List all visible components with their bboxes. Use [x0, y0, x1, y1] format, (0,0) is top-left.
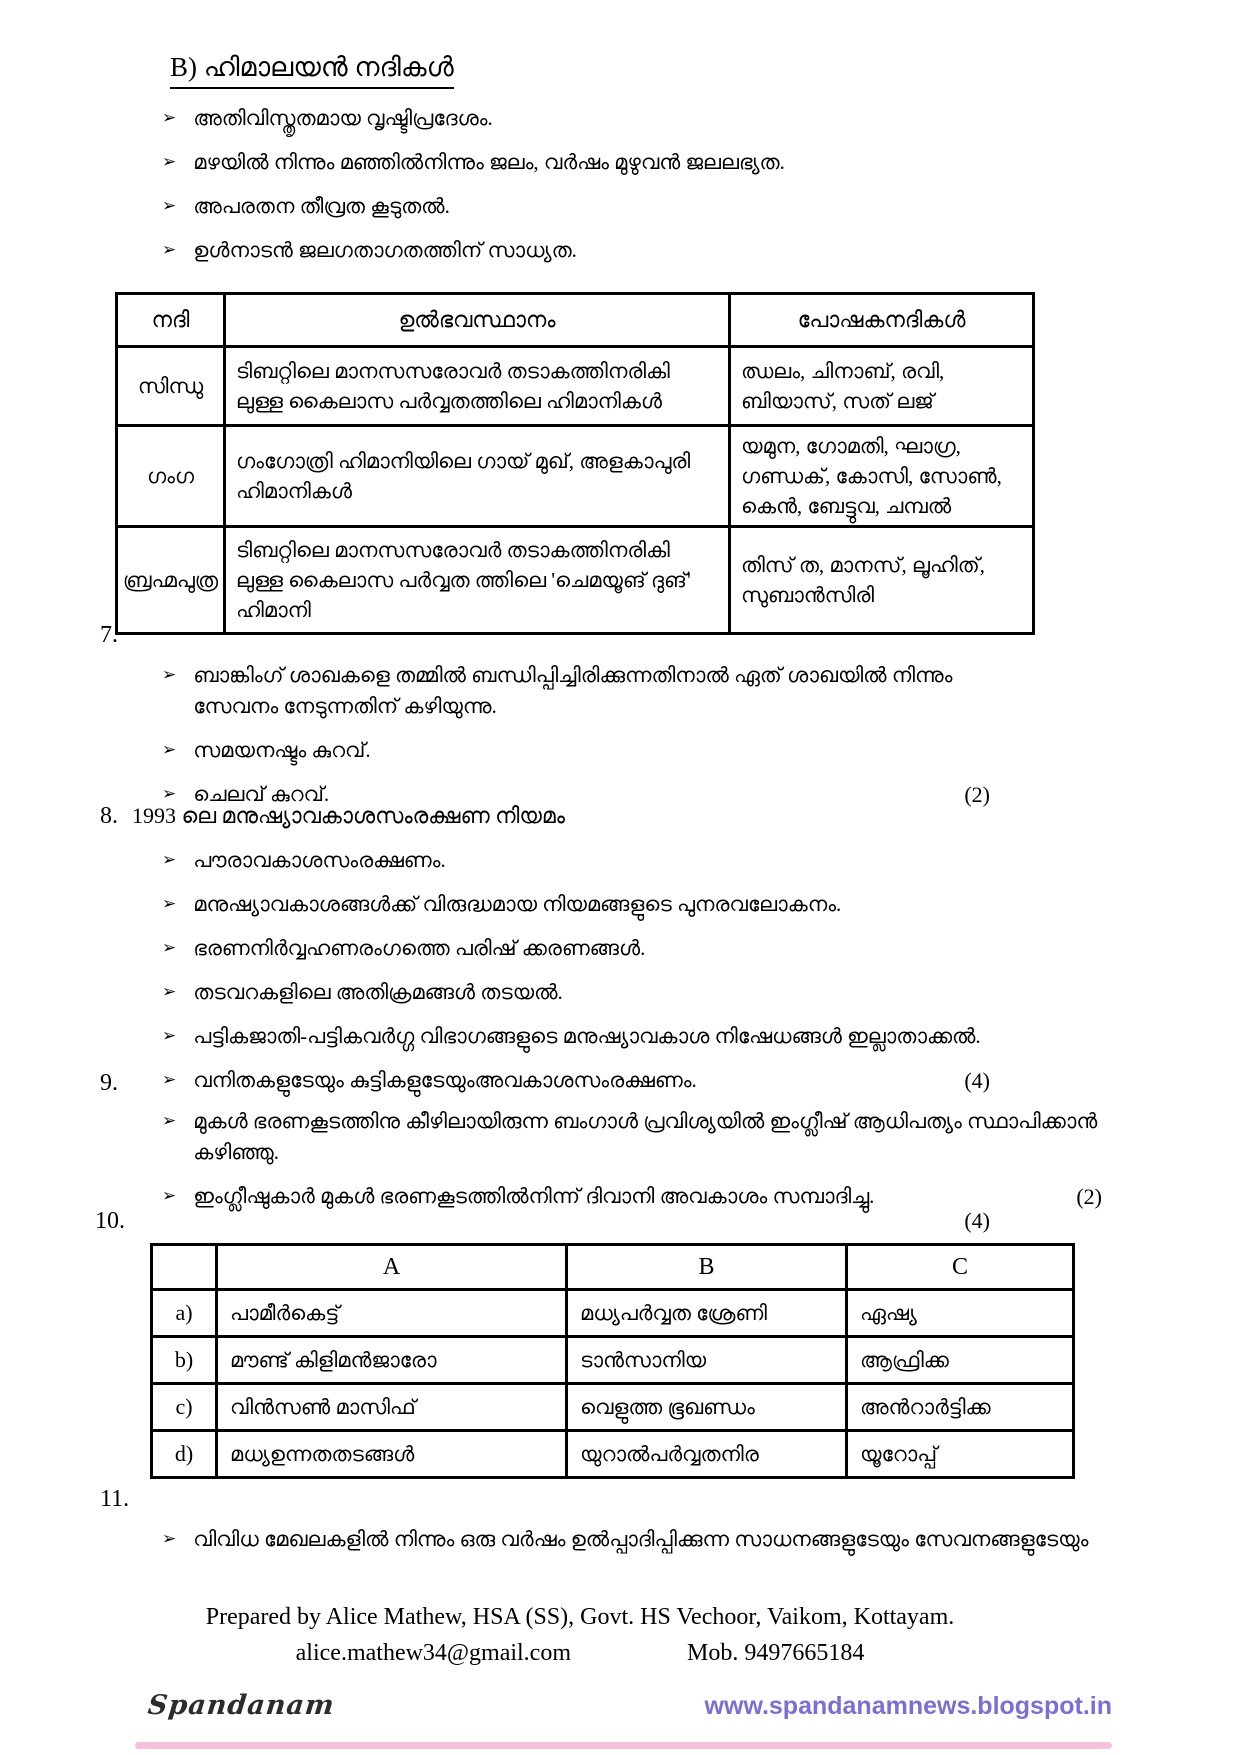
list-item — [162, 147, 1062, 178]
list-item — [162, 933, 990, 964]
bullet-text: പൗരാവകാശസംരക്ഷണം. — [193, 848, 446, 872]
table-cell: യൂറോപ്പ് — [847, 1431, 1074, 1478]
arrow-bullet-icon: ➢ — [162, 1070, 177, 1090]
table-header-cell: പോഷകനദികൾ — [730, 294, 1034, 347]
question-number: 9. — [100, 1070, 118, 1096]
list-item — [162, 1524, 1112, 1555]
match-table — [150, 1243, 1075, 1479]
bullet-text: ഭരണനിർവ്വഹണരംഗത്തെ പരിഷ് ക്കരണങ്ങൾ. — [193, 936, 646, 960]
arrow-bullet-icon: ➢ — [162, 784, 177, 804]
table-cell: ഗംഗോത്രി ഹിമാനിയിലെ ഗായ് മുഖ്, അളകാപുരി ഹിമാനികൾ — [225, 426, 730, 527]
bullet-text: ബാങ്കിംഗ് ശാഖകളെ തമ്മിൽ ബന്ധിപ്പിച്ചിരിക്കുന്നതിനാൽ ഏത് ശാഖയിൽ നിന്നും സേവനം നേടുന്നതിന് കഴിയുന്നു. — [193, 663, 953, 718]
arrow-bullet-icon: ➢ — [162, 938, 177, 958]
footer-mobile: Mob. 9497665184 — [687, 1640, 865, 1666]
footer-email: alice.mathew34@gmail.com — [295, 1640, 571, 1666]
arrow-bullet-icon: ➢ — [162, 1186, 177, 1206]
watermark-logo: Spandanam — [146, 1690, 337, 1721]
list-item — [162, 103, 1062, 134]
list-item — [162, 1021, 990, 1052]
table-row — [117, 347, 1034, 426]
q8-bullet-list — [162, 845, 990, 1109]
arrow-bullet-icon: ➢ — [162, 740, 177, 760]
question-number: 8. — [100, 803, 118, 829]
footer-prepared-by: Prepared by Alice Mathew, HSA (SS), Govt. HS Vechoor, Vaikom, Kottayam. — [205, 1604, 955, 1630]
list-item — [162, 845, 990, 876]
rivers-table — [115, 292, 1035, 635]
arrow-bullet-icon: ➢ — [162, 108, 177, 128]
arrow-bullet-icon: ➢ — [162, 240, 177, 260]
table-row — [152, 1337, 1074, 1384]
table-header-cell: A — [217, 1245, 567, 1290]
list-item — [162, 191, 1062, 222]
table-cell: ടാൻസാനിയ — [567, 1337, 847, 1384]
table-cell: വിൻസൺ മാസിഫ് — [217, 1384, 567, 1431]
bullet-text: മനുഷ്യാവകാശങ്ങൾക്ക് വിരുദ്ധമായ നിയമങ്ങളുടെ പുനരവലോകനം. — [193, 892, 842, 916]
q11-bullet-list — [162, 1524, 1112, 1568]
list-item — [162, 1106, 1102, 1168]
list-item — [162, 235, 1062, 266]
table-cell: ഗംഗ — [117, 426, 225, 527]
bullet-text: ഉൾനാടൻ ജലഗതാഗതത്തിന് സാധ്യത. — [193, 238, 577, 262]
table-cell: മധ്യപർവ്വത ശ്രേണി — [567, 1290, 847, 1337]
bullet-text: മഴയിൽ നിന്നും മഞ്ഞിൽനിന്നും ജലം, വർഷം മുഴുവൻ ജലലഭ്യത. — [193, 150, 785, 174]
table-cell: ആഫ്രിക്ക — [847, 1337, 1074, 1384]
table-header-cell: C — [847, 1245, 1074, 1290]
arrow-bullet-icon: ➢ — [162, 152, 177, 172]
table-header-cell: ഉൽഭവസ്ഥാനം — [225, 294, 730, 347]
footer-contact-line — [20, 1640, 1140, 1667]
arrow-bullet-icon: ➢ — [162, 665, 177, 685]
row-label: a) — [152, 1290, 217, 1337]
bullet-text: പട്ടികജാതി-പട്ടികവർഗ്ഗ വിഭാഗങ്ങളുടെ മനുഷ്യാവകാശ നിഷേധങ്ങൾ ഇല്ലാതാക്കൽ. — [193, 1024, 981, 1048]
row-label: c) — [152, 1384, 217, 1431]
table-cell: ബ്രഹ്മപുത്ര — [117, 527, 225, 634]
arrow-bullet-icon: ➢ — [162, 850, 177, 870]
table-row — [152, 1290, 1074, 1337]
bullet-text: തടവറകളിലെ അതിക്രമങ്ങൾ തടയൽ. — [193, 980, 563, 1004]
table-row — [152, 1431, 1074, 1478]
arrow-bullet-icon: ➢ — [162, 1111, 177, 1131]
website-link[interactable]: www.spandanamnews.blogspot.in — [704, 1692, 1112, 1720]
pink-underline-decoration — [135, 1742, 1112, 1749]
section-b-heading: B) ഹിമാലയൻ നദികൾ — [170, 52, 454, 84]
table-cell: മധ്യഉന്നതതടങ്ങൾ — [217, 1431, 567, 1478]
table-header-cell — [152, 1245, 217, 1290]
table-cell: മൗണ്ട് കിളിമൻജാരോ — [217, 1337, 567, 1384]
table-cell: അൻറാർട്ടിക്ക — [847, 1384, 1074, 1431]
question-number: 10. — [95, 1208, 125, 1234]
table-header-cell: B — [567, 1245, 847, 1290]
section-b-bullet-list — [162, 103, 1062, 279]
table-header-row — [152, 1245, 1074, 1290]
row-label: b) — [152, 1337, 217, 1384]
list-item — [162, 889, 990, 920]
marks-badge: (4) — [964, 1068, 990, 1093]
table-cell: പാമീർകെട്ട് — [217, 1290, 567, 1337]
question-row — [100, 803, 565, 830]
list-item — [162, 977, 990, 1008]
bullet-text: ചെലവ് കുറവ്. — [193, 782, 330, 806]
q7-bullet-list — [162, 660, 990, 823]
list-item — [162, 660, 990, 722]
bullet-text: അപരതന തീവ്രത കൂടുതൽ. — [193, 194, 450, 218]
marks-badge: (4) — [964, 1208, 990, 1233]
question-number: 11. — [100, 1486, 130, 1512]
bullet-text: വനിതകളുടേയും കുട്ടികളുടേയുംഅവകാശസംരക്ഷണം. — [193, 1068, 697, 1092]
arrow-bullet-icon: ➢ — [162, 1529, 177, 1549]
list-item — [162, 735, 990, 766]
question-number: 7. — [100, 622, 118, 648]
table-cell: യുറാൽപർവ്വതനിര — [567, 1431, 847, 1478]
table-cell: ഝലം, ചിനാബ്, രവി, ബിയാസ്, സത് ലജ് — [730, 347, 1034, 426]
bullet-text: ഇംഗ്ലീഷുകാർ മുകൾ ഭരണകൂടത്തിൽനിന്ന് ദിവാനി അവകാശം സമ്പാദിച്ചു. — [193, 1184, 875, 1208]
table-cell: യമുന, ഗോമതി, ഘാഗ്ര, ഗണ്ഡക്, കോസി, സോൺ, കെൻ, ബേട്ടുവ, ചമ്പൽ — [730, 426, 1034, 527]
arrow-bullet-icon: ➢ — [162, 1026, 177, 1046]
arrow-bullet-icon: ➢ — [162, 982, 177, 1002]
bullet-text: അതിവിസ്തൃതമായ വൃഷ്ടിപ്രദേശം. — [193, 106, 493, 130]
table-header-row — [117, 294, 1034, 347]
table-row — [152, 1384, 1074, 1431]
table-cell: തിസ് ത, മാനസ്, ലൂഹിത്, സുബാൻസിരി — [730, 527, 1034, 634]
table-row — [117, 527, 1034, 634]
table-header-cell: നദി — [117, 294, 225, 347]
table-cell: ടിബറ്റിലെ മാനസസരോവർ തടാകത്തിനരികി ലുള്ള കൈലാസ പർവ്വത ത്തിലെ 'ചെമയൂങ് ദുങ്' ഹിമാനി — [225, 527, 730, 634]
table-cell: വെളുത്ത ഭൂഖണ്ഡം — [567, 1384, 847, 1431]
bullet-text: വിവിധ മേഖലകളിൽ നിന്നും ഒരു വർഷം ഉൽപ്പാദിപ്പിക്കുന്ന സാധനങ്ങളുടേയും സേവനങ്ങളുടേയും — [193, 1527, 1089, 1551]
question-title: 1993 ലെ മനുഷ്യാവകാശസംരക്ഷണ നിയമം — [132, 803, 565, 828]
bullet-text: മുകൾ ഭരണകൂടത്തിനു കീഴിലായിരുന്ന ബംഗാൾ പ്രവിശ്യയിൽ ഇംഗ്ലീഷ് ആധിപത്യം സ്ഥാപിക്കാൻ കഴിഞ്ഞു. — [193, 1109, 1098, 1164]
bullet-text: സമയനഷ്ടം കുറവ്. — [193, 738, 371, 762]
list-item — [162, 1065, 990, 1096]
arrow-bullet-icon: ➢ — [162, 894, 177, 914]
arrow-bullet-icon: ➢ — [162, 196, 177, 216]
row-label: d) — [152, 1431, 217, 1478]
table-cell: ടിബറ്റിലെ മാനസസരോവർ തടാകത്തിനരികി ലുള്ള കൈലാസ പർവ്വതത്തിലെ ഹിമാനികൾ — [225, 347, 730, 426]
table-row — [117, 426, 1034, 527]
marks-badge: (2) — [1076, 1184, 1102, 1209]
question-row — [95, 1208, 990, 1235]
table-cell: സിന്ധു — [117, 347, 225, 426]
marks-badge: (2) — [964, 782, 990, 807]
table-cell: ഏഷ്യ — [847, 1290, 1074, 1337]
